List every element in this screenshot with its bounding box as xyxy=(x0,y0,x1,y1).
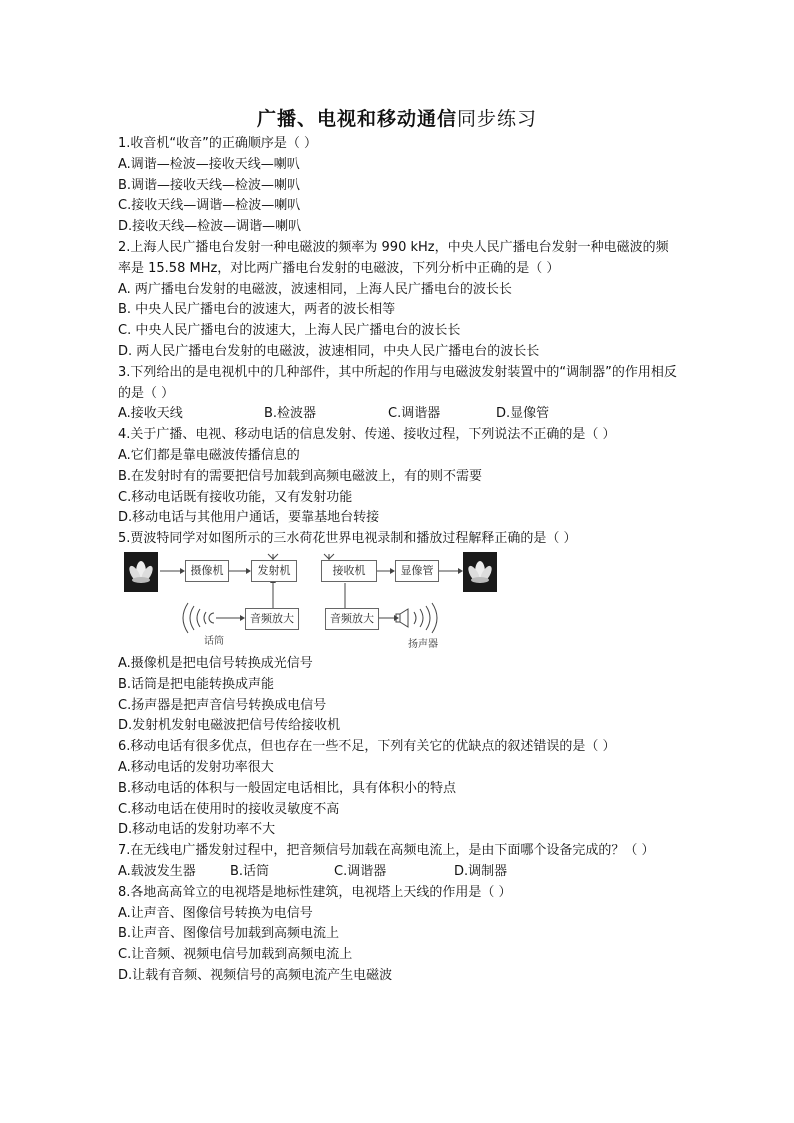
q7-option-d: D.调制器 xyxy=(454,863,508,879)
q1-option-a: A.调谐—检波—接收天线—喇叭 xyxy=(118,156,300,172)
q6-stem: 6.移动电话有很多优点，但也存在一些不足，下列有关它的优缺点的叙述错误的是（ ） xyxy=(118,739,616,755)
q2-option-a: A. 两广播电台发射的电磁波，波速相同，上海人民广播电台的波长长 xyxy=(118,281,512,297)
q3-option-d: D.显像管 xyxy=(496,406,550,422)
q4-option-b: B.在发射时有的需要把信号加载到高频电磁波上，有的则不需要 xyxy=(118,468,483,484)
q4-stem: 4.关于广播、电视、移动电话的信息发射、传递、接收过程，下列说法不正确的是（ ） xyxy=(118,427,616,443)
q1-option-c: C.接收天线—调谐—检波—喇叭 xyxy=(118,198,301,214)
q8-option-c: C.让音频、视频电信号加载到高频电流上 xyxy=(118,947,353,963)
camera-box: 摄像机 xyxy=(185,560,229,582)
flower-image-right xyxy=(463,552,497,592)
q8-option-a: A.让声音、图像信号转换为电信号 xyxy=(118,905,313,921)
q1-stem: 1.收音机“收音”的正确顺序是（ ） xyxy=(118,136,318,151)
question-list xyxy=(118,134,678,987)
q2-option-b: B. 中央人民广播电台的波速大，两者的波长相等 xyxy=(118,302,396,318)
q8-option-d: D.让载有音频、视频信号的高频电流产生电磁波 xyxy=(118,967,393,983)
q7-option-b: B.话筒 xyxy=(230,863,270,879)
display-tube-box: 显像管 xyxy=(395,560,439,582)
q6-option-a: A.移动电话的发射功率很大 xyxy=(118,759,274,775)
q1-option-b: B.调谐—接收天线—检波—喇叭 xyxy=(118,177,301,193)
q2-option-d: D. 两人民广播电台发射的电磁波，波速相同，中央人民广播电台的波长长 xyxy=(118,343,540,359)
q5-option-d: D.发射机发射电磁波把信号传给接收机 xyxy=(118,718,341,734)
q6-option-b: B.移动电话的体积与一般固定电话相比，具有体积小的特点 xyxy=(118,780,457,796)
q5-option-c: C.扬声器是把声音信号转换成电信号 xyxy=(118,697,327,713)
microphone-label: 话筒 xyxy=(204,635,224,647)
title-rest: 同步练习 xyxy=(457,108,538,130)
q4-option-d: D.移动电话与其他用户通话，要靠基地台转接 xyxy=(118,510,380,526)
transmitter-box: 发射机 xyxy=(251,560,297,582)
q2-option-c: C. 中央人民广播电台的波速大，上海人民广播电台的波长长 xyxy=(118,323,461,339)
q2-stem: 2.上海人民广播电台发射一种电磁波的频率为 990 kHz，中央人民广播电台发射一种电磁波的频率是 15.58 MHz，对比两广播电台发射的电磁波，下列分析中正确的是（ ） xyxy=(118,239,669,276)
q6-option-c: C.移动电话在使用时的接收灵敏度不高 xyxy=(118,801,340,817)
q7-option-c: C.调谐器 xyxy=(334,863,387,879)
q5-stem: 5.贾波特同学对如图所示的三水荷花世界电视录制和播放过程解释正确的是（ ） xyxy=(118,531,577,547)
q7-option-a: A.载波发生器 xyxy=(118,863,196,879)
q4-option-c: C.移动电话既有接收功能，又有发射功能 xyxy=(118,489,353,505)
q7-options xyxy=(118,862,678,883)
audio-amp-right-box: 音频放大 xyxy=(325,608,379,630)
page-title xyxy=(0,104,794,131)
q3-option-a: A.接收天线 xyxy=(118,406,183,422)
q7-stem: 7.在无线电广播发射过程中，把音频信号加载在高频电流上，是由下面哪个设备完成的？（ ） xyxy=(118,843,655,859)
q3-stem: 3.下列给出的是电视机中的几种部件，其中所起的作用与电磁波发射装置中的“调制器”的作用相反的是（ ） xyxy=(118,364,677,401)
q5-option-a: A.摄像机是把电信号转换成光信号 xyxy=(118,655,313,671)
q5-option-b: B.话筒是把电能转换成声能 xyxy=(118,676,275,692)
audio-amp-left-box: 音频放大 xyxy=(245,608,299,630)
q3-options xyxy=(118,404,678,425)
q6-option-d: D.移动电话的发射功率不大 xyxy=(118,822,276,838)
q4-option-a: A.它们都是靠电磁波传播信息的 xyxy=(118,447,300,463)
tv-broadcast-diagram xyxy=(118,552,678,652)
speaker-label: 扬声器 xyxy=(408,638,438,650)
flower-image-left xyxy=(124,552,158,592)
q1-option-d: D.接收天线—检波—调谐—喇叭 xyxy=(118,219,302,235)
q3-option-b: B.检波器 xyxy=(264,406,317,422)
q8-option-b: B.让声音、图像信号加载到高频电流上 xyxy=(118,926,340,942)
q3-option-c: C.调谐器 xyxy=(388,406,441,422)
title-bold: 广播、电视和移动通信 xyxy=(256,108,457,130)
receiver-box: 接收机 xyxy=(321,560,377,582)
q8-stem: 8.各地高高耸立的电视塔是地标性建筑，电视塔上天线的作用是（ ） xyxy=(118,884,512,900)
